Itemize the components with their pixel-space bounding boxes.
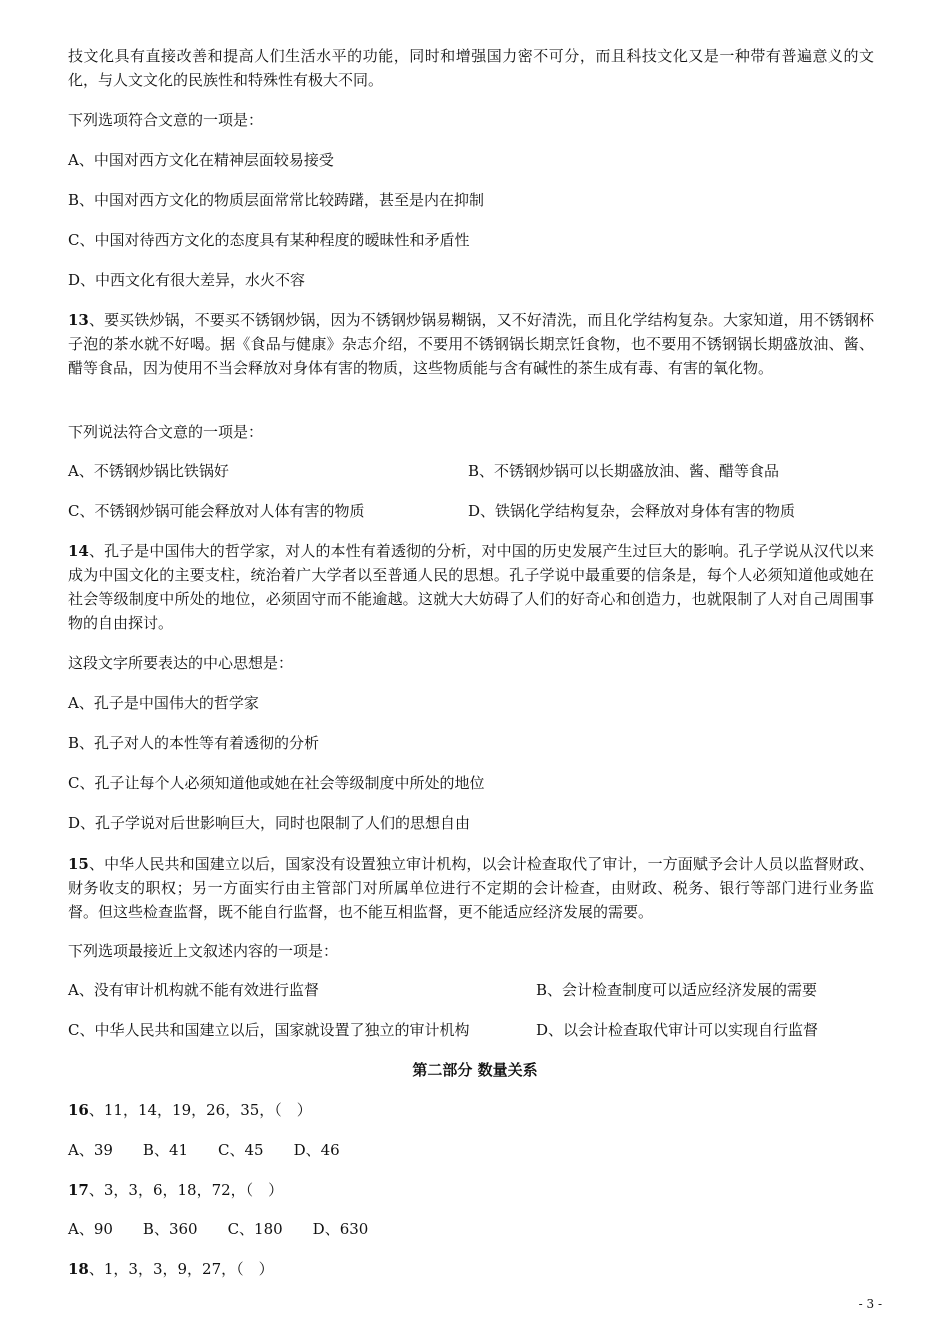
q16-options: A、39 B、41 C、45 D、46 xyxy=(68,1141,340,1159)
q12-prompt: 下列选项符合文意的一项是： xyxy=(68,111,264,129)
q18-question xyxy=(68,1258,274,1280)
q16-number: 16 xyxy=(68,1101,89,1119)
q17-options: A、90 B、360 C、180 D、630 xyxy=(68,1220,369,1238)
section-heading: 第二部分 数量关系 xyxy=(412,1061,538,1079)
q14-option-b: B、孔子对人的本性等有着透彻的分析 xyxy=(68,734,320,752)
q15-option-c: C、中华人民共和国建立以后，国家就设置了独立的审计机构 xyxy=(68,1021,470,1039)
q13-text: 、要买铁炒锅，不要买不锈钢炒锅，因为不锈钢炒锅易糊锅，又不好清洗，而且化学结构复杂。大家知道，用不锈钢杯子泡的茶水就不好喝。据《食品与健康》杂志介绍，不要用不锈钢锅长期烹饪食物，也不要用不锈钢锅长期盛放油、酱、醋等食品，因为使用不当会释放对身体有害的物质，这些物质能与含有碱性的茶生成有毒、有害的氧化物。 xyxy=(68,311,874,377)
q15-text: 、中华人民共和国建立以后，国家没有设置独立审计机构，以会计检查取代了审计，一方面赋予会计人员以监督财政、财务收支的职权；另一方面实行由主管部门对所属单位进行不定期的会计检查，由财政、税务、银行等部门进行业务监督。但这些检查监督，既不能自行监督，也不能互相监督，更不能适应经济发展的需要。 xyxy=(68,855,874,921)
q18-number: 18 xyxy=(68,1260,89,1278)
q13-prompt: 下列说法符合文意的一项是： xyxy=(68,423,264,441)
q17-question xyxy=(68,1179,283,1201)
q16-question xyxy=(68,1099,312,1121)
q17-number: 17 xyxy=(68,1181,89,1199)
q15-option-b: B、会计检查制度可以适应经济发展的需要 xyxy=(536,981,818,999)
q12-option-c: C、中国对待西方文化的态度具有某种程度的暧昧性和矛盾性 xyxy=(68,231,470,249)
q12-option-a: A、中国对西方文化在精神层面较易接受 xyxy=(68,151,334,169)
q13-option-d: D、铁锅化学结构复杂，会释放对身体有害的物质 xyxy=(468,502,796,520)
q14-number: 14 xyxy=(68,542,89,560)
q15-option-d: D、以会计检查取代审计可以实现自行监督 xyxy=(536,1021,819,1039)
q14-question xyxy=(68,539,874,635)
q14-option-d: D、孔子学说对后世影响巨大，同时也限制了人们的思想自由 xyxy=(68,814,471,832)
q15-prompt: 下列选项最接近上文叙述内容的一项是： xyxy=(68,942,339,960)
q12-option-b: B、中国对西方文化的物质层面常常比较踌躇，甚至是内在抑制 xyxy=(68,191,485,209)
q13-number: 13 xyxy=(68,311,89,329)
q15-number: 15 xyxy=(68,855,89,873)
q14-prompt: 这段文字所要表达的中心思想是： xyxy=(68,654,294,672)
q16-text: 、11，14，19，26，35，（ ） xyxy=(88,1101,312,1119)
q15-option-a: A、没有审计机构就不能有效进行监督 xyxy=(68,981,319,999)
q14-option-a: A、孔子是中国伟大的哲学家 xyxy=(68,694,259,712)
q13-option-c: C、不锈钢炒锅可能会释放对人体有害的物质 xyxy=(68,502,365,520)
q14-option-c: C、孔子让每个人必须知道他或她在社会等级制度中所处的地位 xyxy=(68,774,485,792)
q17-text: 、3，3，6，18，72，（ ） xyxy=(88,1181,284,1199)
intro-paragraph: 技文化具有直接改善和提高人们生活水平的功能，同时和增强国力密不可分，而且科技文化又是一种带有普遍意义的文化，与人文文化的民族性和特殊性有极大不同。 xyxy=(68,47,874,89)
q15-question xyxy=(68,852,874,924)
q13-question xyxy=(68,308,874,380)
q13-option-a: A、不锈钢炒锅比铁锅好 xyxy=(68,462,229,480)
q14-text: 、孔子是中国伟大的哲学家，对人的本性有着透彻的分析，对中国的历史发展产生过巨大的影响。孔子学说从汉代以来成为中国文化的主要支柱，统治着广大学者以至普通人民的思想。孔子学说中最重要的信条是，每个人必须知道他或她在社会等级制度中所处的地位，必须固守而不能逾越。这就大大妨碍了人们的好奇心和创造力，也就限制了人对自己周围事物的自由探讨。 xyxy=(68,542,874,632)
q18-text: 、1，3，3，9，27，（ ） xyxy=(88,1260,274,1278)
q13-option-b: B、不锈钢炒锅可以长期盛放油、酱、醋等食品 xyxy=(468,462,780,480)
q12-option-d: D、中西文化有很大差异，水火不容 xyxy=(68,271,306,289)
page-number: - 3 - xyxy=(858,1297,882,1311)
